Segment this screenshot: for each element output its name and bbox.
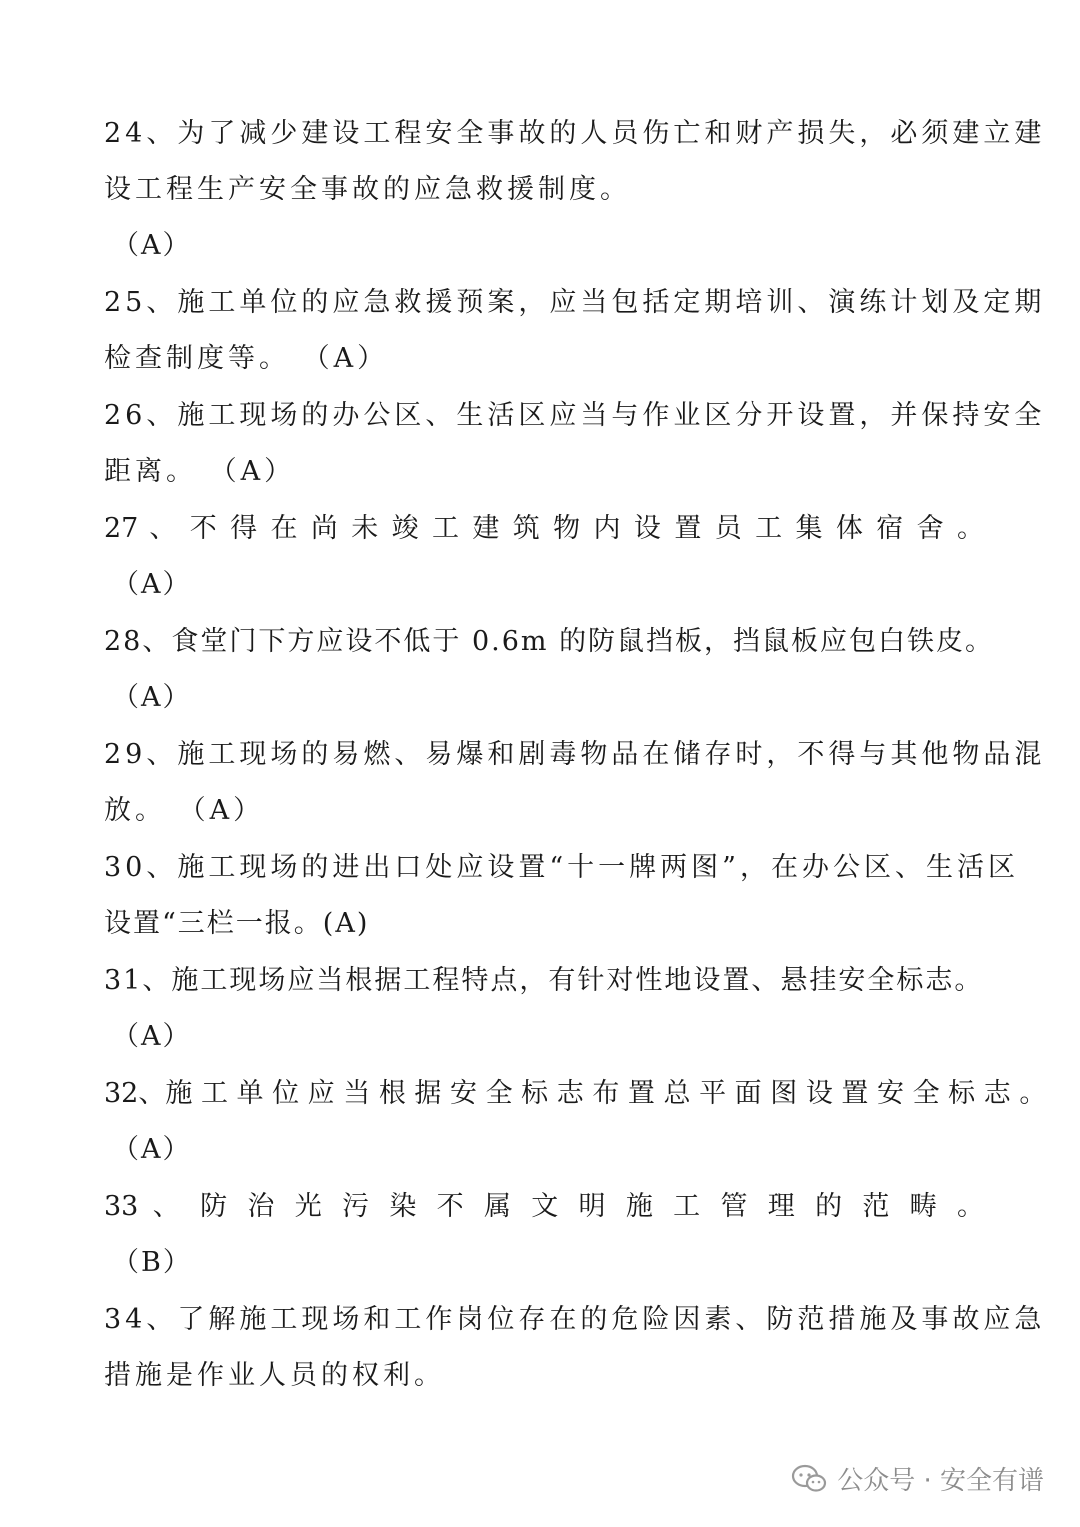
text-line: 放。 （A）: [104, 795, 265, 826]
text-line: 34、了解施工现场和工作岗位存在的危险因素、防范措施及事故应急: [104, 1304, 1046, 1335]
text-line: 31、施工现场应当根据工程特点，有针对性地设置、悬挂安全标志。: [104, 965, 984, 996]
text-line: 设工程生产安全事故的应急救援制度。: [104, 174, 631, 205]
answer-label: （A）: [112, 1021, 192, 1052]
text-line: 28、食堂门下方应设不低于 0.6m 的防鼠挡板，挡鼠板应包白铁皮。: [104, 626, 995, 657]
text-line: 措施是作业人员的权利。: [104, 1360, 445, 1391]
answer-label: （A）: [112, 230, 192, 261]
answer-label: （B）: [112, 1247, 192, 1278]
text-line: 27 、 不 得 在 尚 未 竣 工 建 筑 物 内 设 置 员 工 集 体 宿 舍 。: [104, 513, 984, 544]
text-line: 检查制度等。 （A）: [104, 343, 389, 374]
watermark: [791, 1460, 1044, 1497]
text-line: 32、施 工 单 位 应 当 根 据 安 全 标 志 布 置 总 平 面 图 设 置 安 全 标 志 。: [104, 1078, 1047, 1109]
wechat-icon: [791, 1464, 827, 1494]
text-line: 24、为了减少建设工程安全事故的人员伤亡和财产损失，必须建立建: [104, 118, 1046, 149]
answer-label: （A）: [112, 1134, 192, 1165]
watermark-text: 公众号 · 安全有谱: [837, 1466, 1044, 1496]
text-line: 距离。 （A）: [104, 456, 296, 487]
answer-label: （A）: [112, 569, 192, 600]
text-line: 25、施工单位的应急救援预案，应当包括定期培训、演练计划及定期: [104, 287, 1046, 318]
text-line: 29、施工现场的易燃、易爆和剧毒物品在储存时，不得与其他物品混: [104, 739, 1046, 770]
answer-label: （A）: [112, 682, 192, 713]
text-line: 26、施工现场的办公区、生活区应当与作业区分开设置，并保持安全: [104, 400, 1046, 431]
text-line: 设置“三栏一报。(A): [104, 908, 370, 939]
text-line: 30、施工现场的进出口处应设置“十一牌两图”，在办公区、生活区: [104, 852, 1019, 883]
text-line: 33 、 防 治 光 污 染 不 属 文 明 施 工 管 理 的 范 畴 。: [104, 1191, 984, 1222]
